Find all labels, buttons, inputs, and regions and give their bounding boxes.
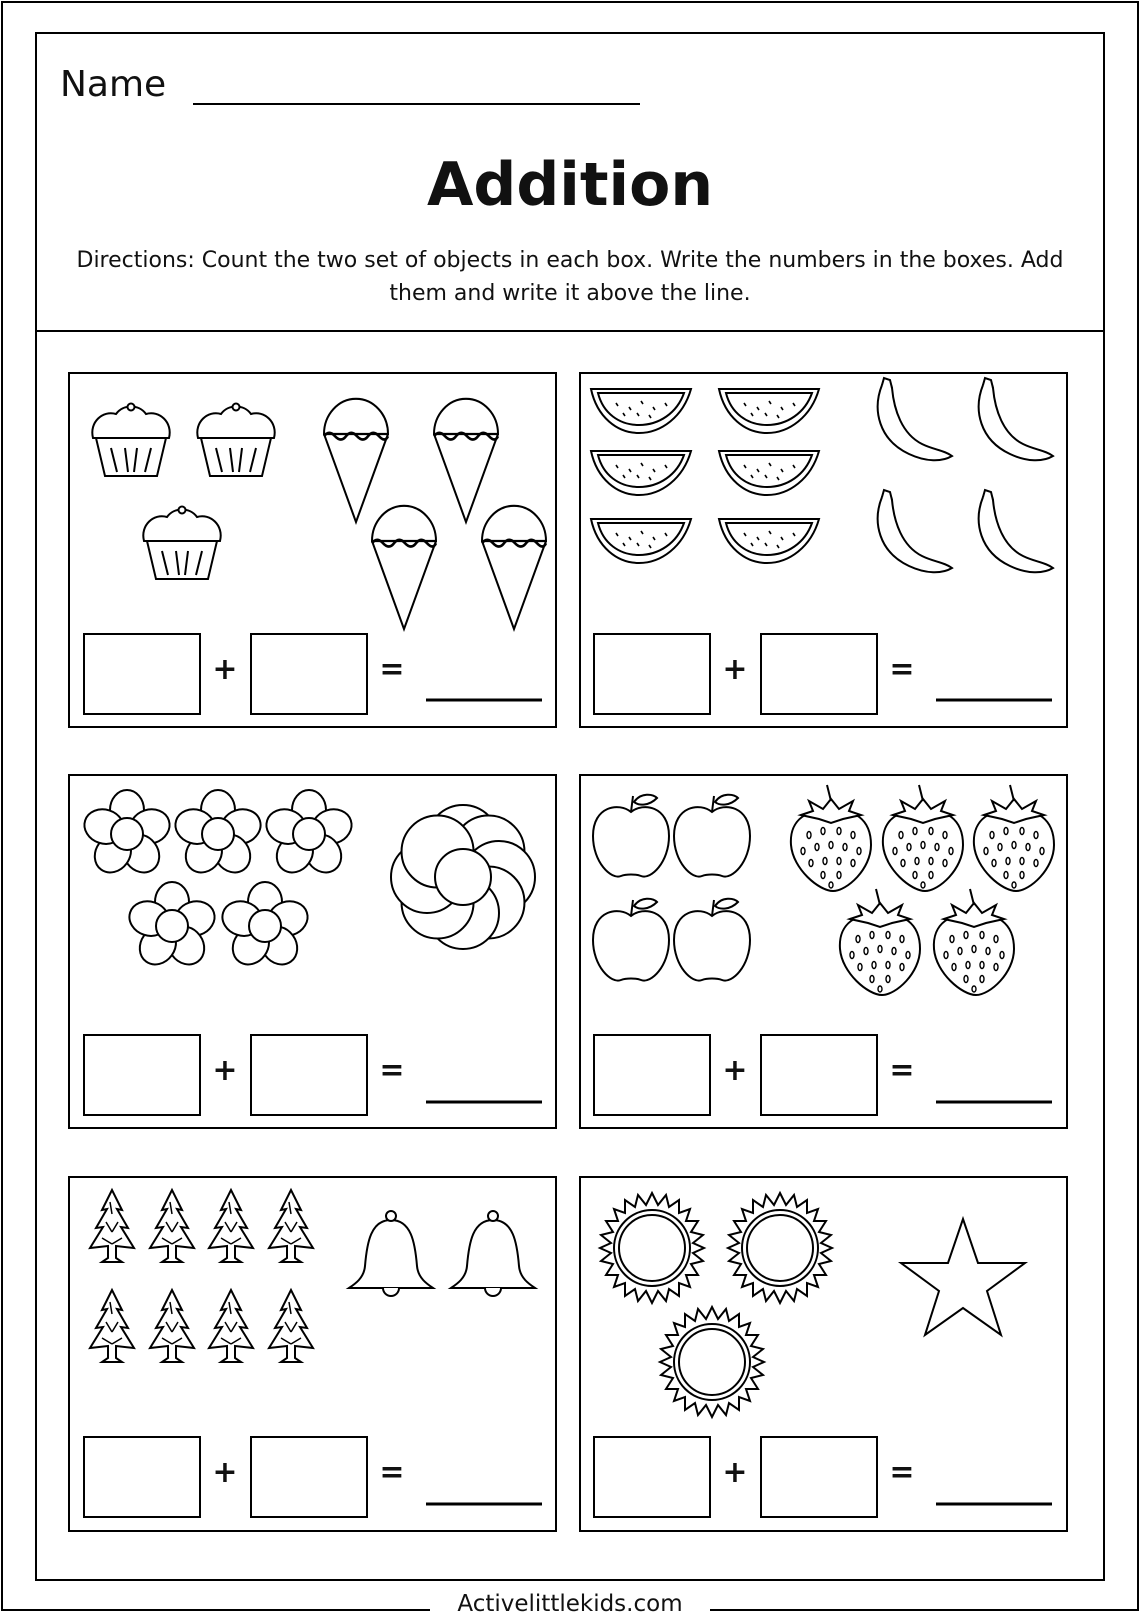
addend-box-6b [761,1437,877,1517]
plus-sign: + [212,652,238,687]
star-icon [901,1219,1025,1335]
small-flower-icon [80,790,356,972]
bell-icon [349,1211,535,1296]
problem-panel-1 [69,373,556,727]
addend-box-6a [594,1437,710,1517]
plus-sign: + [722,1053,748,1088]
addend-box-3a [84,1035,200,1115]
banana-icon [878,378,1053,572]
equals-sign: = [379,1455,405,1490]
strawberry-icon [791,785,1054,995]
addend-box-5b [251,1437,367,1517]
problem-panel-2 [580,373,1067,727]
sun-icon [600,1193,832,1417]
problem-panel-3 [69,775,556,1128]
addend-box-2a [594,634,710,714]
equals-sign: = [889,652,915,687]
problem-panel-5 [69,1177,556,1531]
name-label: Name [60,64,167,105]
equals-sign: = [379,1053,405,1088]
addend-box-3b [251,1035,367,1115]
problem-panel-6 [580,1177,1067,1531]
addend-box-1b [251,634,367,714]
equals-sign: = [379,652,405,687]
watermelon-slice-icon [591,389,819,563]
addend-box-4b [761,1035,877,1115]
addend-box-5a [84,1437,200,1517]
large-flower-icon [387,801,540,954]
pine-tree-icon [90,1190,313,1362]
page-title: Addition [426,150,714,220]
addend-box-1a [84,634,200,714]
directions-text: Directions: Count the two set of objects in each box. Write the numbers in the boxes. Add them and write it above the line. [76,248,1064,306]
addend-box-4a [594,1035,710,1115]
plus-sign: + [212,1053,238,1088]
equals-sign: = [889,1455,915,1490]
ice-cream-cone-icon [324,399,546,629]
equals-sign: = [889,1053,915,1088]
plus-sign: + [212,1455,238,1490]
addend-box-2b [761,634,877,714]
problem-panel-4 [580,775,1067,1128]
apple-icon [593,795,750,981]
footer-website: Activelittlekids.com [430,1591,710,1617]
plus-sign: + [722,652,748,687]
plus-sign: + [722,1455,748,1490]
cupcake-icon [92,404,274,580]
